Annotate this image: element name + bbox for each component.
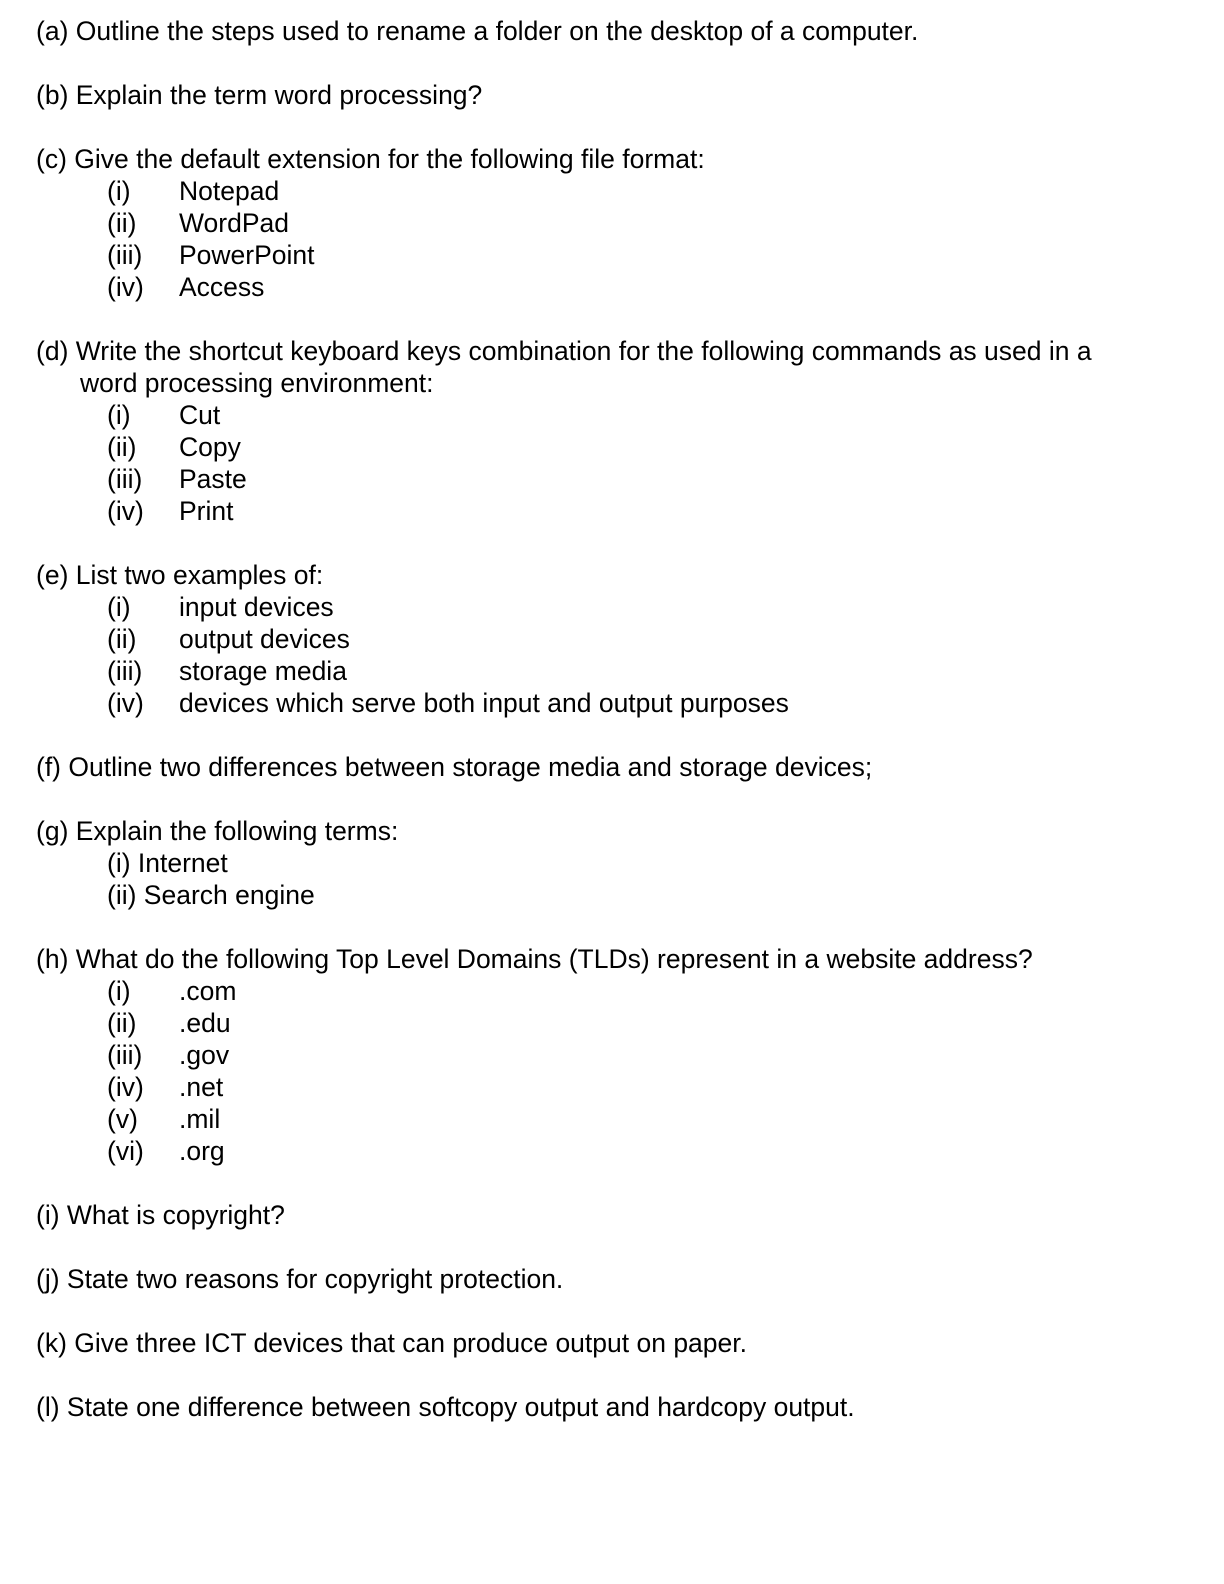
question-e-item: (iii) storage media — [107, 656, 347, 686]
question-k: (k) Give three ICT devices that can produce output on paper. — [36, 1328, 747, 1358]
question-g-item: (i) Internet — [107, 848, 228, 878]
question-j: (j) State two reasons for copyright protection. — [36, 1264, 564, 1294]
question-h-item: (ii) .edu — [107, 1008, 231, 1038]
question-h: (h) What do the following Top Level Domains (TLDs) represent in a website address? — [36, 944, 1033, 974]
question-l: (l) State one difference between softcopy output and hardcopy output. — [36, 1392, 855, 1422]
question-h-item: (v) .mil — [107, 1104, 221, 1134]
question-d: (d) Write the shortcut keyboard keys combination for the following commands as used in a — [36, 336, 1092, 366]
question-a: (a) Outline the steps used to rename a folder on the desktop of a computer. — [36, 16, 919, 46]
question-c-item: (iv) Access — [107, 272, 265, 302]
question-e-item: (i) input devices — [107, 592, 334, 622]
question-h-item: (iv) .net — [107, 1072, 224, 1102]
question-c: (c) Give the default extension for the following file format: — [36, 144, 705, 174]
question-g: (g) Explain the following terms: — [36, 816, 399, 846]
question-f: (f) Outline two differences between storage media and storage devices; — [36, 752, 873, 782]
question-i: (i) What is copyright? — [36, 1200, 285, 1230]
question-c-item: (iii) PowerPoint — [107, 240, 315, 270]
question-c-item: (i) Notepad — [107, 176, 280, 206]
question-document — [36, 15, 1196, 1423]
question-b: (b) Explain the term word processing? — [36, 80, 483, 110]
question-e-item: (ii) output devices — [107, 624, 350, 654]
question-h-item: (i) .com — [107, 976, 237, 1006]
question-d-item: (iii) Paste — [107, 464, 247, 494]
question-g-item: (ii) Search engine — [107, 880, 315, 910]
question-h-item: (iii) .gov — [107, 1040, 230, 1070]
question-c-item: (ii) WordPad — [107, 208, 289, 238]
question-h-item: (vi) .org — [107, 1136, 225, 1166]
question-d-item: (iv) Print — [107, 496, 234, 526]
question-e-item: (iv) devices which serve both input and output purposes — [107, 688, 789, 718]
question-d-item: (ii) Copy — [107, 432, 241, 462]
question-d-item: (i) Cut — [107, 400, 221, 430]
question-d-continuation: word processing environment: — [80, 368, 434, 398]
question-e: (e) List two examples of: — [36, 560, 324, 590]
